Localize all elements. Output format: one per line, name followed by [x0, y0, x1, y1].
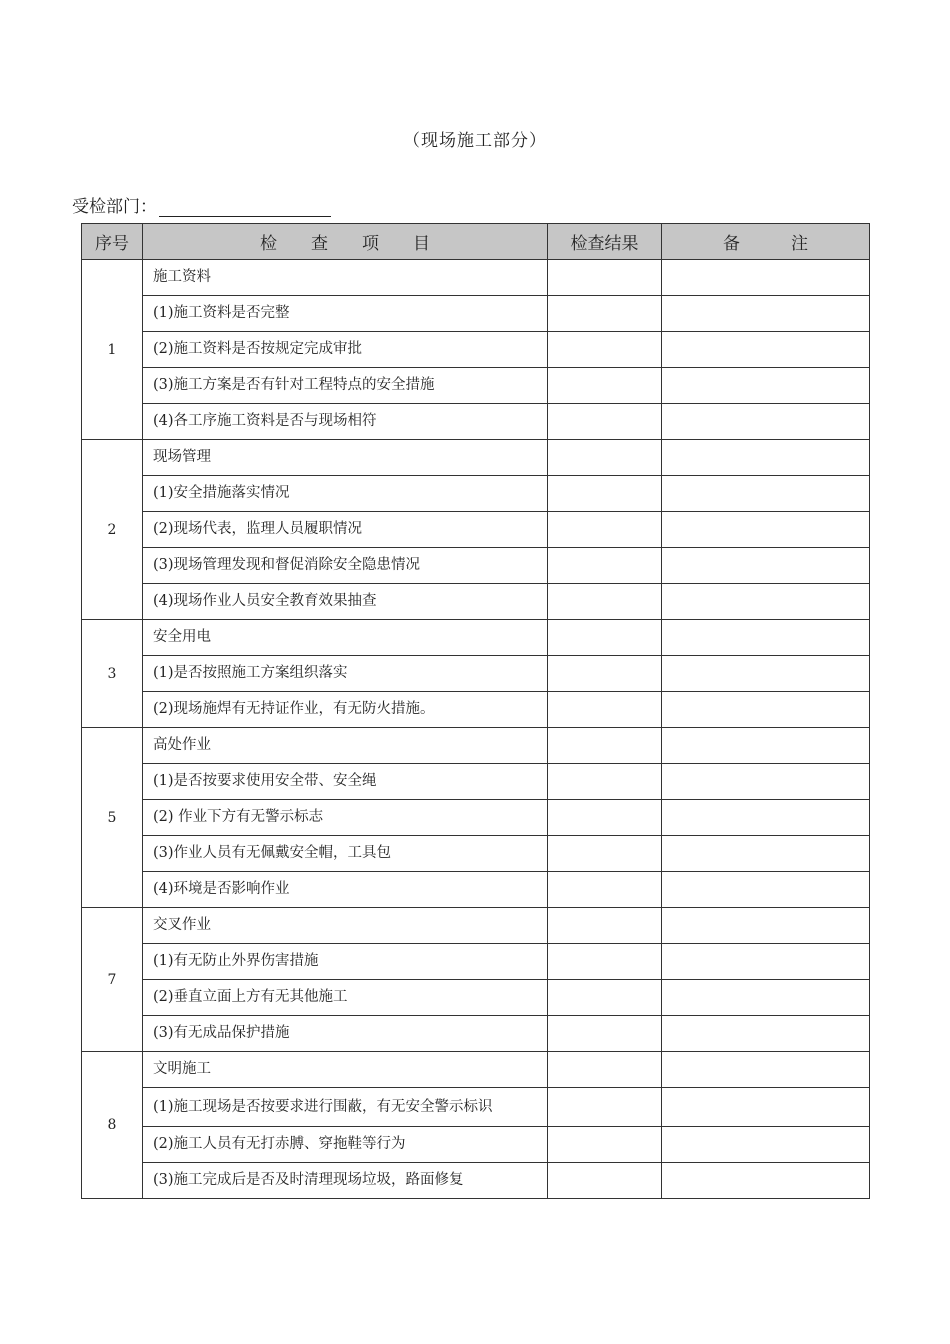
- item-cell: 文明施工: [143, 1052, 548, 1088]
- note-cell[interactable]: [662, 764, 870, 800]
- table-row: [82, 476, 870, 512]
- inspected-department: [72, 192, 331, 217]
- result-cell[interactable]: [548, 944, 662, 980]
- table-row: [82, 836, 870, 872]
- table-row: [82, 656, 870, 692]
- table-row: [82, 296, 870, 332]
- item-cell: 安全用电: [143, 620, 548, 656]
- item-cell: (3)施工方案是否有针对工程特点的安全措施: [143, 368, 548, 404]
- table-row: [82, 584, 870, 620]
- note-cell[interactable]: [662, 656, 870, 692]
- result-cell[interactable]: [548, 692, 662, 728]
- inspection-table: [81, 223, 870, 1199]
- result-cell[interactable]: [548, 980, 662, 1016]
- item-cell: 施工资料: [143, 260, 548, 296]
- page-title: （现场施工部分）: [403, 131, 547, 151]
- note-cell[interactable]: [662, 260, 870, 296]
- item-cell: (3)施工完成后是否及时清理现场垃圾，路面修复: [143, 1163, 548, 1199]
- table-row: [82, 872, 870, 908]
- table-row: [82, 1163, 870, 1199]
- item-cell: (1)是否按要求使用安全带、安全绳: [143, 764, 548, 800]
- note-cell[interactable]: [662, 872, 870, 908]
- note-cell[interactable]: [662, 908, 870, 944]
- item-cell: (1)有无防止外界伤害措施: [143, 944, 548, 980]
- table-row: [82, 512, 870, 548]
- note-cell[interactable]: [662, 728, 870, 764]
- item-cell: (4)现场作业人员安全教育效果抽查: [143, 584, 548, 620]
- table-row: [82, 332, 870, 368]
- result-cell[interactable]: [548, 440, 662, 476]
- table-row: [82, 800, 870, 836]
- result-cell[interactable]: [548, 872, 662, 908]
- item-cell: (4)环境是否影响作业: [143, 872, 548, 908]
- seq-cell: 7: [82, 908, 143, 1052]
- seq-cell: 5: [82, 728, 143, 908]
- result-cell[interactable]: [548, 512, 662, 548]
- note-cell[interactable]: [662, 368, 870, 404]
- item-cell: (3)作业人员有无佩戴安全帽，工具包: [143, 836, 548, 872]
- result-cell[interactable]: [548, 800, 662, 836]
- result-cell[interactable]: [548, 476, 662, 512]
- item-cell: 现场管理: [143, 440, 548, 476]
- note-cell[interactable]: [662, 1163, 870, 1199]
- item-cell: 交叉作业: [143, 908, 548, 944]
- item-cell: (3)现场管理发现和督促消除安全隐患情况: [143, 548, 548, 584]
- seq-cell: 2: [82, 440, 143, 620]
- note-cell[interactable]: [662, 692, 870, 728]
- result-cell[interactable]: [548, 296, 662, 332]
- note-cell[interactable]: [662, 836, 870, 872]
- table-row: [82, 1088, 870, 1127]
- result-cell[interactable]: [548, 1016, 662, 1052]
- result-cell[interactable]: [548, 1052, 662, 1088]
- item-cell: (4)各工序施工资料是否与现场相符: [143, 404, 548, 440]
- note-cell[interactable]: [662, 332, 870, 368]
- item-cell: (2) 作业下方有无警示标志: [143, 800, 548, 836]
- header-item: 检 查 项 目: [143, 224, 548, 260]
- item-cell: (2)垂直立面上方有无其他施工: [143, 980, 548, 1016]
- item-cell: (1)施工资料是否完整: [143, 296, 548, 332]
- result-cell[interactable]: [548, 584, 662, 620]
- item-cell: (2)施工人员有无打赤膊、穿拖鞋等行为: [143, 1127, 548, 1163]
- result-cell[interactable]: [548, 728, 662, 764]
- result-cell[interactable]: [548, 260, 662, 296]
- note-cell[interactable]: [662, 980, 870, 1016]
- result-cell[interactable]: [548, 908, 662, 944]
- note-cell[interactable]: [662, 1088, 870, 1127]
- table-row: [82, 368, 870, 404]
- table-row: [82, 1127, 870, 1163]
- note-cell[interactable]: [662, 476, 870, 512]
- seq-cell: 1: [82, 260, 143, 440]
- table-row: [82, 692, 870, 728]
- result-cell[interactable]: [548, 404, 662, 440]
- table-row: [82, 548, 870, 584]
- result-cell[interactable]: [548, 620, 662, 656]
- result-cell[interactable]: [548, 1088, 662, 1127]
- result-cell[interactable]: [548, 1163, 662, 1199]
- header-result: 检查结果: [548, 224, 662, 260]
- note-cell[interactable]: [662, 944, 870, 980]
- item-cell: (2)现场代表，监理人员履职情况: [143, 512, 548, 548]
- item-cell: (1)施工现场是否按要求进行围蔽，有无安全警示标识: [143, 1088, 548, 1127]
- item-cell: (1)安全措施落实情况: [143, 476, 548, 512]
- item-cell: (3)有无成品保护措施: [143, 1016, 548, 1052]
- item-cell: (2)现场施焊有无持证作业，有无防火措施。: [143, 692, 548, 728]
- result-cell[interactable]: [548, 656, 662, 692]
- table-row: [82, 440, 870, 476]
- note-cell[interactable]: [662, 800, 870, 836]
- note-cell[interactable]: [662, 620, 870, 656]
- item-cell: (1)是否按照施工方案组织落实: [143, 656, 548, 692]
- note-cell[interactable]: [662, 404, 870, 440]
- header-seq: 序号: [82, 224, 143, 260]
- seq-cell: 8: [82, 1052, 143, 1199]
- table-row: [82, 944, 870, 980]
- header-note: 备 注: [662, 224, 870, 260]
- table-row: [82, 1016, 870, 1052]
- item-cell: (2)施工资料是否按规定完成审批: [143, 332, 548, 368]
- seq-cell: 3: [82, 620, 143, 728]
- result-cell[interactable]: [548, 368, 662, 404]
- note-cell[interactable]: [662, 440, 870, 476]
- note-cell[interactable]: [662, 296, 870, 332]
- department-blank-field[interactable]: [159, 198, 331, 217]
- result-cell[interactable]: [548, 332, 662, 368]
- table-row: [82, 728, 870, 764]
- table-row: [82, 260, 870, 296]
- note-cell[interactable]: [662, 584, 870, 620]
- result-cell[interactable]: [548, 764, 662, 800]
- result-cell[interactable]: [548, 548, 662, 584]
- table-row: [82, 1052, 870, 1088]
- table-row: [82, 980, 870, 1016]
- note-cell[interactable]: [662, 1127, 870, 1163]
- table-row: [82, 620, 870, 656]
- result-cell[interactable]: [548, 1127, 662, 1163]
- result-cell[interactable]: [548, 836, 662, 872]
- note-cell[interactable]: [662, 1052, 870, 1088]
- note-cell[interactable]: [662, 548, 870, 584]
- item-cell: 高处作业: [143, 728, 548, 764]
- table-row: [82, 908, 870, 944]
- note-cell[interactable]: [662, 512, 870, 548]
- department-label: 受检部门：: [72, 197, 157, 217]
- note-cell[interactable]: [662, 1016, 870, 1052]
- table-row: [82, 764, 870, 800]
- table-row: [82, 404, 870, 440]
